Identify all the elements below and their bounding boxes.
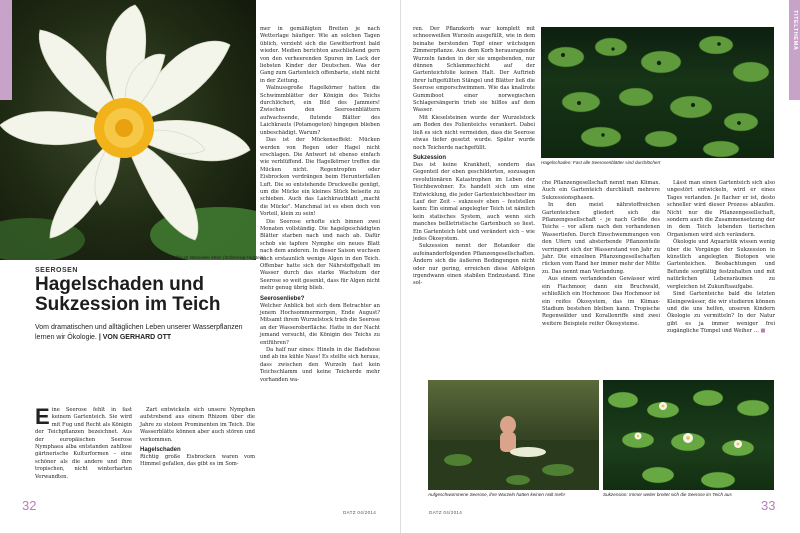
text-column-3 — [260, 26, 380, 384]
paragraph: Das ist keine Krankheit, sondern das Gegenteil der eben geschilderten, sozusagen revolutionären Katastrophen im Leben der Teichbewohner. Es handelt sich um eine Entwicklung, die jeder Gartenteichbesitzer im Lauf der Zeit – sukzessiv eben – feststellen kann: Ein einmal angelegter Teich ist nämlich kein statisches System, auch wenn sich manches bellletristische Gartenbuch so liest. Ein Gartenteich lebt und verändert sich – wie jedes Ökosystem. — [413, 161, 535, 242]
section-side-tab — [0, 0, 12, 100]
photo-caption: Aufgeschwommene Seerose, ihre Wurzeln hatten keinen Halt mehr — [428, 492, 566, 497]
lily-pads-illustration — [541, 27, 774, 158]
section-side-tab — [789, 0, 800, 100]
text-column-1 — [413, 26, 535, 288]
paragraph: Walnussgroße Hagelkörner hatten die Schwimmblätter der Königin des Teichs durchlöchert, ein Bild des Jammers! Zwischen den Seerosenblättern aufwachsende, flutende Blätter des Laichkrauts (Potamogeton) hingegen blieben unbeschädigt. Warum? — [260, 85, 380, 136]
page-number: 33 — [761, 498, 776, 513]
paragraph: Zart entwickeln sich unsere Nymphen aufstrebend aus einem Rhizom über die Jahre zu stolzen Prominenten im Teich. Die Wasserblätte können aber auch stören und verkommen. — [140, 407, 255, 443]
byline: VON GERHARD OTT — [102, 334, 172, 341]
paragraph: Richtig große Eisbrocken waren vom Himmel gefallen, das gibt es im Som- — [140, 454, 255, 468]
side-tab-label: TITELTHEMA — [792, 10, 798, 51]
paragraph: ine Seerose fehlt in fast keinem Gartenteich. Sie wird mit Fug und Recht als Königin der Teichpflanzen bezeichnet. Aus der europäischen Seerose Nymphaea alba entstanden zahllose gärtnerische Kulturformen – eine schöner als die andere und ihre tropischen, nicht winterharten Verwandten. — [35, 407, 132, 480]
subheading: Sukzession — [413, 154, 447, 161]
lily-pond-illustration — [603, 380, 774, 490]
end-mark: ■ — [760, 328, 766, 335]
paragraph: mer in gemäßigten Breiten je nach Wetterlage häufiger. Wie an solchen Tagen üblich, verzieht sich die Gewitterfront bald wieder. Medien berichten anschließend gern von den verheerenden Spuren im Lack der liebsten Kinder der Deutschen. Was der Gang zum Gartenteich offenbarte, steht nicht in der Zeitung. — [260, 26, 380, 84]
subheading: Seerosenliebe? — [260, 295, 305, 302]
paragraph — [667, 291, 775, 335]
page-number: 32 — [22, 498, 37, 513]
paragraph: Das ist der Mückenseffekt: Mücken werden von Regen oder Hagel nicht erschlagen. Die Antwort ist ebenso einfach wie verblüffend. Die Hagelkörner treffen die Mücken nicht. Regentropfen oder Eisbrocken verdrängen beim Herunterfallen Luft. Die so entstehende Druckwelle genügt, um die Mücke ein kleines Stück beiseite zu schieben. Auch das Laichkrautblatt „macht die Mücke". Manchmal ist es eben doch von Vorteil, klein zu sein! — [260, 137, 380, 218]
person-in-pond-illustration — [428, 380, 599, 490]
photo-caption: Hagelschaden: Fast alle Seerosenblätter sind durchlöchert — [541, 160, 661, 165]
section-label: SEEROSEN — [35, 267, 78, 274]
text-column-1 — [35, 404, 132, 481]
paragraph-text: Sind Gartenteiche bald die letzten Kleingewässer, die wir studieren können und die uns helfen, unseren Kindern Ökologie zu vermitteln? In der Natur gibt es ja immer weniger frei zugängliche Tümpel und Weiher … — [667, 291, 775, 335]
paragraph: Mit Kieselsteinen wurde der Wurzelstock am Boden des Folienteichs verankert. Dabei ließ es sich nicht vermeiden, dass die Seerose etwas tiefer gesetzt wurde. Später wurde noch Teicherde nachgefüllt. — [413, 114, 535, 151]
deck-text: Vom dramatischen und alltäglichen Leben unserer Wasserpflanzen lernen wir Ökologie. — [35, 324, 243, 341]
article-headline: Hagelschaden und Sukzession im Teich — [35, 274, 221, 315]
photo-caption: Nymphaea alba im Wesseker Moor (Schleswig-Holstein) — [150, 255, 265, 260]
paragraph: Sukzession nennt der Botaniker die aufeinanderfolgenden Pflanzengesellschaften. Ändern sich die äußeren Bedingungen nicht oder nur gering, erreichen diese Abfolgen irgendwann einen stabilen Endzustand. Eine sol- — [413, 243, 535, 287]
page-footer: DATZ 04/2014 — [343, 510, 377, 515]
photo-caption: Sukzession: Immer weiter breitet sich die Seerose im Teich aus — [603, 492, 732, 497]
floating-lily-photo — [428, 380, 599, 490]
paragraph: Ökologie und Aquaristik wissen wenig über die Vorgänge der Sukzession in künstlich angelegten Biotopen wie Gartenteichen. Beobachtungen und Befunde sorgfältig festzuhalten und mit natürlichen Lebensräumen zu vergleichen ist Zukunftsaufgabe. — [667, 239, 775, 290]
paragraph: Welcher Anblick bot sich dem Betrachter an jenem Hochsommermorgen, Ende August? Mitsamt ihrem Wurzelstock trieb die Seerose an der Wasseroberfläche. Hatte in der Nacht jemand versucht, die Königin des Teichs zu entführen? — [260, 302, 380, 346]
pond-hail-damage-photo — [541, 27, 774, 158]
article-deck: Vom dramatischen und alltäglichen Leben unserer Wasserpflanzen lernen wir Ökologie. | VON GERHARD OTT — [35, 324, 243, 341]
paragraph: Die Seerose erhofte sich binnen zwei Monaten vollständig. Die hagelgeschädigten Blätter starben nach und nach ab. Dafür schob sie tapfere Nymphe ein neues Blatt nach dem anderen. In dieser Saison wuchsen auch erstaunlich wenige Algen in den Teich. Offenbar hatte sich der Nährstoffgehalt im Wasser durch das starke Wachstum der Seerose so weit gesenkt, dass für Algen nicht mehr genug übrig blieb. — [260, 218, 380, 292]
text-column-2 — [542, 180, 660, 328]
paragraph: In den meist nährstoffreichen Gartenteichen gliedert sich die Pflanzengesellschaft – je nach Größe des Teichs – vor allem nach den vorhandenen Wassertiefen. Durch Einschwemmungen von den Ufern und absterbende Pflanzenteile verringert sich der Wasserstand von Jahr zu Jahr. Die einzelnen Pflanzengesellschaften rücken vom Rand her immer mehr der Mitte zu. Das nennt man Verlandung. — [542, 202, 660, 275]
paragraph: ren. Der Pflanzkorb war komplett mit schneeweißen Wurzeln ausgefüllt, wie in dem beinahe berstenden Topf einer wüchsigen Zimmerpflanze. Aus dem Korb herausragende Wurzeln fanden in der sie umgebenden, nur dünnen Schlammschicht auf der Gartenteichfolie keinen Halt. Der Auftrieb ihrer luftgefüllten Stängel und Blätter ließ die Seerose emporschwimmen. Wie das knallrote Gummiboot einer norwegischen Schlagersängerin trieb sie hilflos auf dem Wasser. — [413, 26, 535, 114]
text-column-3 — [667, 180, 775, 336]
subheading: Hagelschaden — [140, 447, 181, 454]
paragraph: Aus einem verlandenden Gewässer wird ein Flachmoor, dann ein Bruchwald, schließlich ein Hochmoor. Das Hochmoor ist ein reifes Ökosystem, das im Klimax-Stadium bestehen bleiben kann. Tropische Regenwälder und Korallenriffe sind zwei weitere Beispiele reifer Ökosysteme. — [542, 276, 660, 327]
water-lily-photo — [0, 0, 256, 260]
paragraph: Da half nur eines: Hineln in die Badehose und ab ins kühle Nass! Es stellte sich heraus, dass zwischen den Wurzeln fast kein Teichschlamm und keine Teicherde mehr vorhanden wa- — [260, 347, 380, 383]
dropcap: E — [35, 404, 50, 429]
page-footer: DATZ 04/2014 — [429, 510, 463, 515]
lily-succession-photo — [603, 380, 774, 490]
paragraph: che Pflanzengesellschaft nennt man Klimax. Auch ein Gartenteich durchläuft mehrere Sukzessionsphasen. — [542, 180, 660, 201]
text-column-2 — [140, 407, 255, 469]
paragraph: Lässt man einen Gartenteich sich also ungestört entwickeln, wird er eines Tages verlanden. Je flacher er ist, desto schneller wird dieser Prozess ablaufen. Nicht nur die Pflanzengesellschaft, sondern auch die Zusammensetzung der in dem Teich lebenden tierischen Organismen wird sich verändern. — [667, 180, 775, 238]
water-lily-illustration — [0, 0, 256, 260]
